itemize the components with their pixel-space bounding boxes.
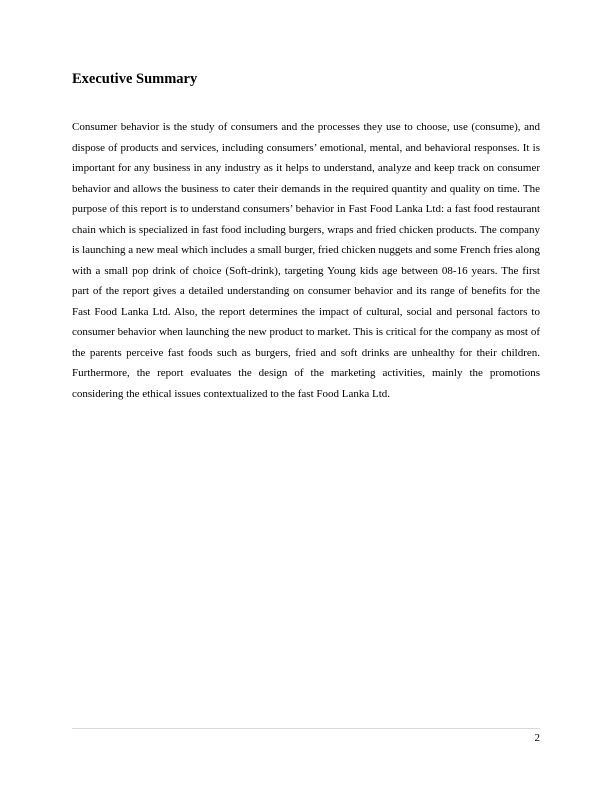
page-number: 2: [534, 732, 540, 744]
body-paragraph: Consumer behavior is the study of consumers and the processes they use to choose, use (consume), and dispose of products and services, including consumers’ emotional, mental, and behavioral responses. It is important for any business in any industry as it helps to understand, analyze and keep track on consumer behavior and allows the business to cater their demands in the required quantity and quality on time. The purpose of this report is to understand consumers’ behavior in Fast Food Lanka Ltd: a fast food restaurant chain which is specialized in fast food including burgers, wraps and fried chicken products. The company is launching a new meal which includes a small burger, fried chicken nuggets and some French fries along with a small pop drink of choice (Soft-drink), targeting Young kids age between 08-16 years. The first part of the report gives a detailed understanding on consumer behavior and its range of benefits for the Fast Food Lanka Ltd. Also, the report determines the impact of cultural, social and personal factors to consumer behavior when launching the new product to market. This is critical for the company as most of the parents perceive fast foods such as burgers, fried and soft drinks are unhealthy for their children. Furthermore, the report evaluates the design of the marketing activities, mainly the promotions considering the ethical issues contextualized to the fast Food Lanka Ltd.: [72, 121, 540, 400]
section-heading: Executive Summary: [72, 71, 198, 87]
footer-divider: [72, 728, 540, 729]
